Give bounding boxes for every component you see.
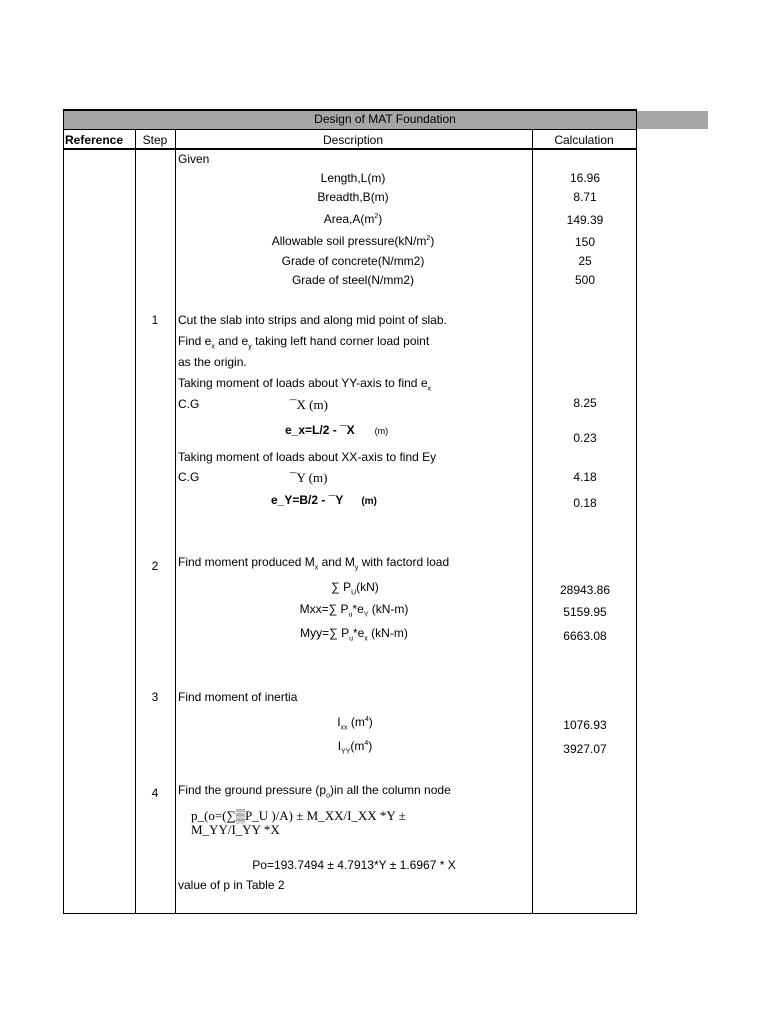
step2-sum-value: 28943.86: [559, 583, 611, 597]
step1-number: 1: [151, 313, 159, 327]
column-divider-calculation: [532, 129, 533, 914]
table-left-border: [63, 109, 64, 914]
step4-formula-line1: p_(o=(∑▒P_U )/A) ± M_XX/I_XX *Y ±: [191, 808, 406, 823]
step1-xbar-value: 8.25: [573, 396, 597, 410]
step1-ex-formula: e_x=L/2 - ¯X (m): [285, 423, 389, 437]
step4-table-reference: value of p in Table 2: [178, 878, 285, 892]
step1-line5: Taking moment of loads about XX-axis to find Ey: [178, 450, 437, 464]
step2-mxx-value: 5159.95: [563, 605, 607, 619]
step2-line: Find moment produced $M_x$ and $M_y$ with factord load: [178, 555, 450, 572]
step4-formula-line2: M_YY/I_YY *X: [191, 822, 280, 837]
step3-ixx-value: 1076.93: [563, 718, 607, 732]
step1-line4: Taking moment of loads about YY-axis to find $e_x$: [178, 376, 431, 393]
title-bottom-border: [63, 129, 637, 130]
table-right-border: [636, 109, 637, 914]
step1-line3: as the origin.: [178, 355, 247, 369]
step3-ixx-label: $I_{xx}$ $(m^4)$: [337, 715, 373, 732]
step1-ey-formula: e_Y=B/2 - ¯Y (m): [271, 493, 377, 507]
step1-ybar-label: ¯Y (m): [290, 470, 328, 485]
step4-line: Find the ground pressure $(p_o)in$ all the column node: [178, 783, 451, 800]
step2-myy-label: Myy=∑ $P_u*e_x$ (kN-m): [300, 626, 408, 643]
column-divider-step: [135, 129, 136, 914]
step1-ex-value: 0.23: [573, 431, 597, 445]
given-breadth-label: Breadth,B(m): [317, 190, 389, 204]
given-soil-pressure-value: 150: [574, 235, 596, 249]
given-area-label: $Area,A(m^2)$: [323, 212, 383, 226]
step3-number: 3: [151, 690, 159, 704]
column-divider-description: [175, 129, 176, 914]
step2-mxx-label: Mxx=∑ $P_u*e_Y$ (kN-m): [299, 602, 409, 619]
step1-line1: Cut the slab into strips and along mid point of slab.: [178, 313, 447, 327]
table-top-border: [63, 109, 637, 111]
header-step: Step: [142, 133, 168, 147]
given-length-value: 16.96: [569, 171, 601, 185]
header-bottom-border: [63, 148, 637, 150]
header-reference: Reference: [65, 133, 124, 147]
table-title: Design of MAT Foundation: [314, 112, 456, 126]
step2-myy-value: 6663.08: [563, 629, 607, 643]
step1-line2: Find $e_x$ and $e_y$ taking left hand corner load point: [178, 334, 430, 351]
step1-ybar-value: 4.18: [573, 470, 597, 484]
given-length-label: Length,L(m): [320, 171, 386, 185]
step3-iyy-label: $I_{YY}(m^4)$: [337, 739, 373, 756]
header-calculation: Calculation: [554, 133, 614, 147]
given-concrete-value: 25: [578, 254, 592, 268]
step1-cg-label: C.G: [178, 397, 200, 411]
step3-line: Find moment of inertia: [178, 690, 298, 704]
given-steel-label: Grade of steel(N/mm2): [291, 273, 415, 287]
step1-ey-value: 0.18: [573, 496, 597, 510]
step4-po-equation: Po=193.7494 ± 4.7913*Y ± 1.6967 * X: [252, 858, 456, 872]
given-steel-value: 500: [574, 273, 596, 287]
table-bottom-border: [63, 913, 637, 914]
table-title-bar-extension: [637, 111, 708, 129]
step4-number: 4: [151, 786, 159, 800]
step1-xbar-label: ¯X (m): [290, 397, 328, 412]
given-area-value: 149.39: [566, 213, 604, 227]
given-label: Given: [178, 152, 210, 166]
given-concrete-label: Grade of concrete(N/mm2): [281, 254, 425, 268]
step1-cg2-label: C.G: [178, 470, 200, 484]
header-description: Description: [322, 133, 384, 147]
step2-number: 2: [151, 559, 159, 573]
step2-sum-label: ∑ $P_U(kN)$: [331, 580, 379, 597]
given-breadth-value: 8.71: [573, 190, 597, 204]
given-soil-pressure-label: Allowable soil $pressure(kN/m^2)$: [271, 234, 435, 248]
step3-iyy-value: 3927.07: [563, 742, 607, 756]
